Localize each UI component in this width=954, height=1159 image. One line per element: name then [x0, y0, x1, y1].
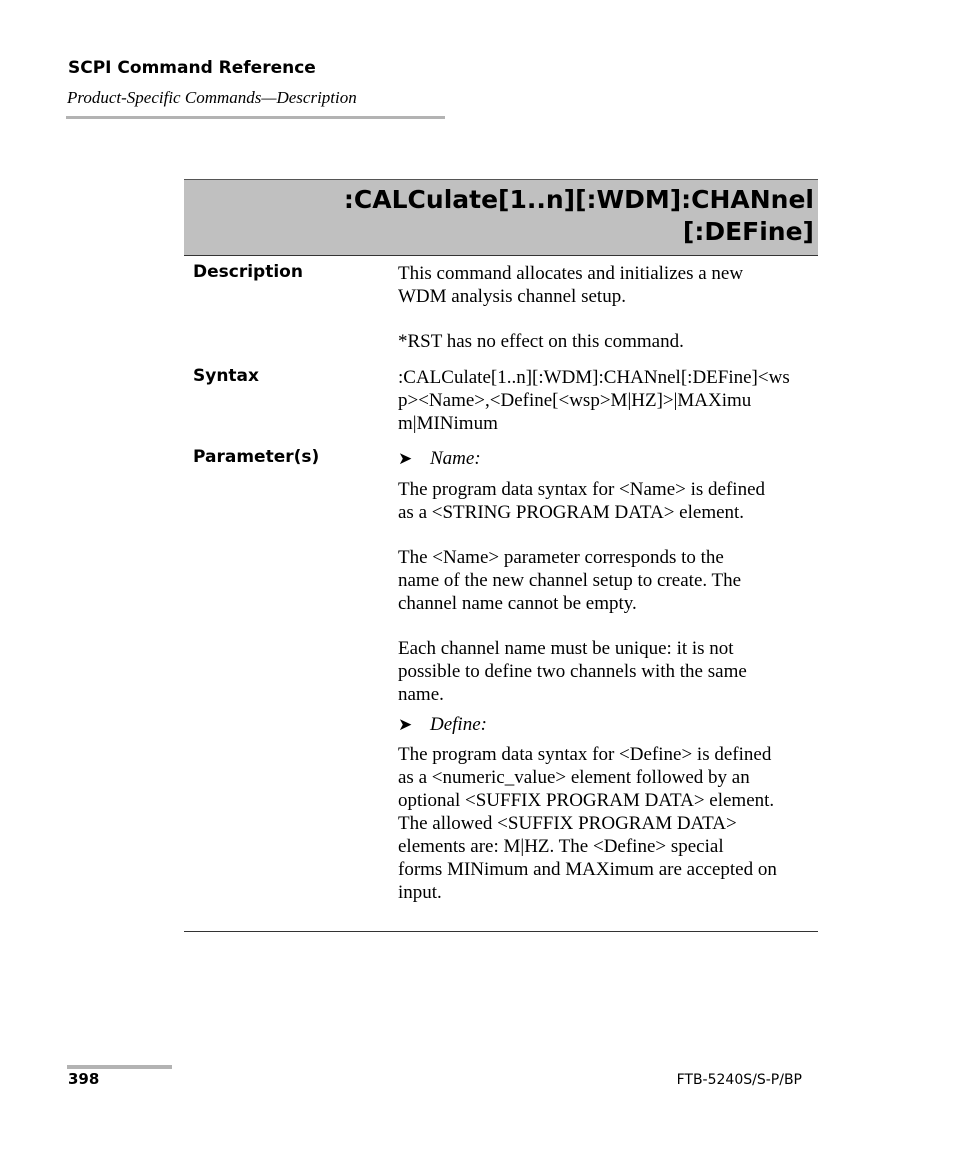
- syntax-line: :CALCulate[1..n][:WDM]:CHANnel[:DEFine]<ws: [398, 367, 790, 388]
- define-paragraph-line: elements are: M|HZ. The <Define> special: [398, 836, 724, 857]
- description-label: Description: [193, 262, 303, 282]
- section-title: SCPI Command Reference: [68, 58, 316, 78]
- section-subtitle: Product-Specific Commands—Description: [67, 88, 357, 107]
- define-paragraph-line: optional <SUFFIX PROGRAM DATA> element.: [398, 790, 775, 811]
- syntax-label: Syntax: [193, 366, 259, 386]
- name-paragraph-3: [398, 637, 818, 706]
- define-paragraph-line: input.: [398, 882, 442, 903]
- syntax-text: [398, 366, 818, 435]
- name-paragraph-line: name of the new channel setup to create. The: [398, 570, 742, 591]
- name-paragraph-1: [398, 478, 818, 524]
- define-bullet-label: Define:: [430, 714, 487, 735]
- parameters-label: Parameter(s): [193, 447, 320, 467]
- name-paragraph-line: possible to define two channels with the same: [398, 661, 747, 682]
- name-bullet-label: Name:: [430, 448, 481, 469]
- name-paragraph-line: as a <STRING PROGRAM DATA> element.: [398, 502, 745, 523]
- description-line: WDM analysis channel setup.: [398, 286, 626, 307]
- name-paragraph-line: channel name cannot be empty.: [398, 593, 637, 614]
- section-end-divider: [184, 931, 818, 932]
- description-text: [398, 262, 818, 308]
- arrow-icon: ➤: [398, 449, 413, 468]
- syntax-line: m|MINimum: [398, 413, 498, 434]
- arrow-icon: ➤: [398, 715, 413, 734]
- description-line: This command allocates and initializes a new: [398, 263, 744, 284]
- define-bullet: [398, 713, 487, 736]
- command-title-line-1: :CALCulate[1..n][:WDM]:CHANnel: [343, 185, 814, 214]
- define-paragraph: [398, 743, 818, 904]
- product-name: FTB-5240S/S-P/BP: [676, 1072, 802, 1088]
- name-bullet: [398, 447, 481, 470]
- name-paragraph-line: name.: [398, 684, 444, 705]
- page-number: 398: [68, 1070, 100, 1088]
- name-paragraph-line: Each channel name must be unique: it is not: [398, 638, 734, 659]
- rst-note: *RST has no effect on this command.: [398, 331, 684, 352]
- define-paragraph-line: The allowed <SUFFIX PROGRAM DATA>: [398, 813, 737, 834]
- syntax-line: p><Name>,<Define[<wsp>M|HZ]>|MAXimu: [398, 390, 752, 411]
- name-paragraph-line: The program data syntax for <Name> is defined: [398, 479, 766, 500]
- command-title-box: [184, 179, 818, 256]
- name-paragraph-2: [398, 546, 818, 615]
- footer-divider: [67, 1065, 172, 1069]
- command-title: [254, 184, 814, 248]
- name-paragraph-line: The <Name> parameter corresponds to the: [398, 547, 724, 568]
- define-paragraph-line: The program data syntax for <Define> is defined: [398, 744, 772, 765]
- header-divider: [66, 116, 445, 119]
- command-title-line-2: [:DEFine]: [682, 217, 814, 246]
- define-paragraph-line: forms MINimum and MAXimum are accepted on: [398, 859, 777, 880]
- define-paragraph-line: as a <numeric_value> element followed by an: [398, 767, 750, 788]
